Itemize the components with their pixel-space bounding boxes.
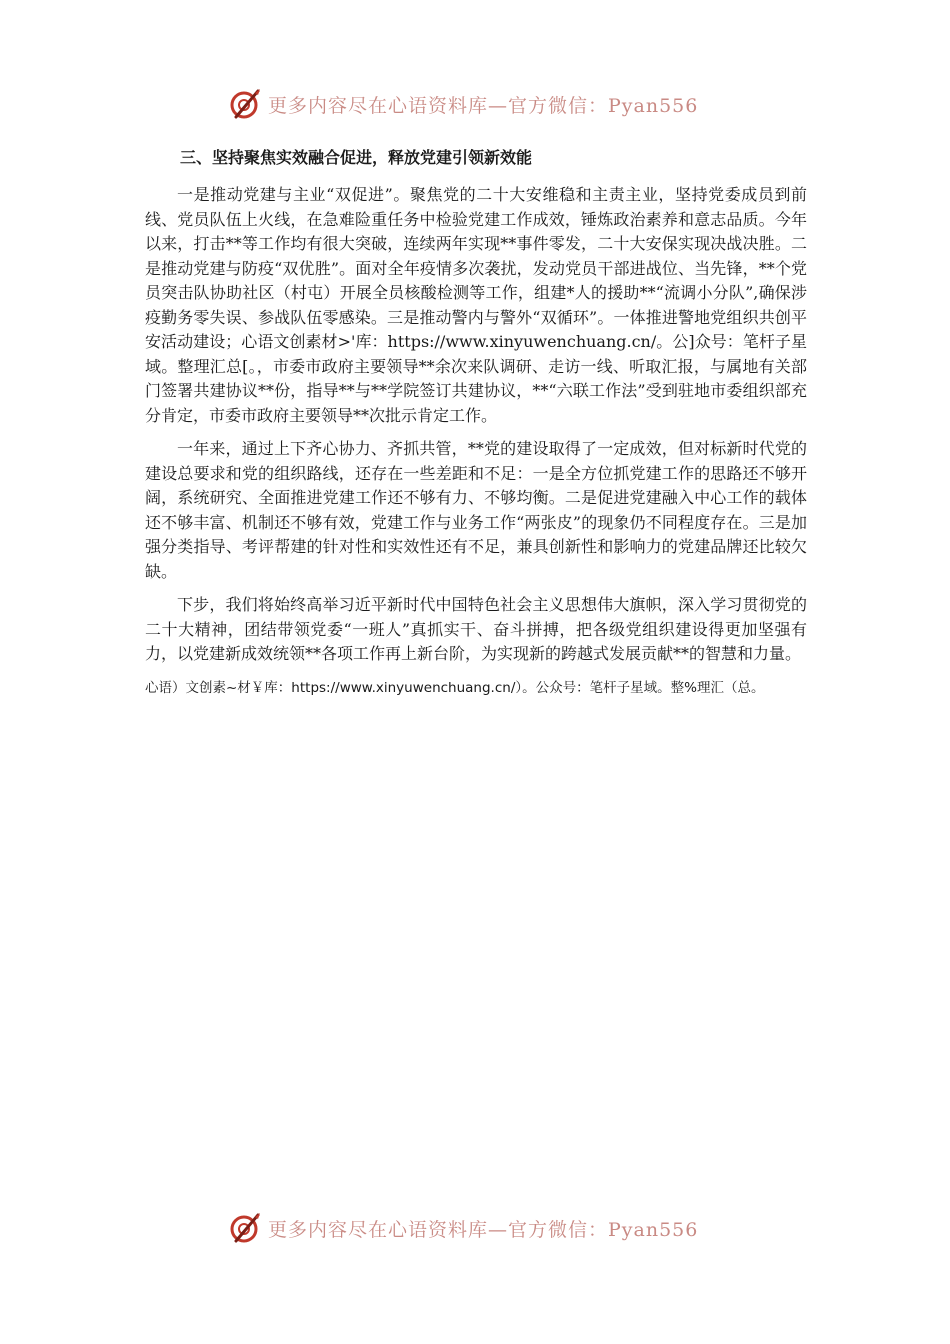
- section-heading: 三、坚持聚焦实效融合促进，释放党建引领新效能: [180, 148, 533, 167]
- banner-text: 更多内容尽在心语资料库—官方微信：Pyan556: [268, 1218, 699, 1241]
- paragraph-3: 下步，我们将始终高举习近平新时代中国特色社会主义思想伟大旗帜，深入学习贯彻党的二十大精神，团结带领党委“一班人”真抓实干、奋斗拼搏，把各级党组织建设得更加坚强有力，以党建新成效统领**各项工作再上新台阶，为实现新的跨越式发展贡献**的智慧和力量。: [145, 595, 807, 663]
- paragraph-2: 一年来，通过上下齐心协力、齐抓共管，**党的建设取得了一定成效，但对标新时代党的建设总要求和党的组织路线，还存在一些差距和不足：一是全方位抓党建工作的思路还不够开阔，系统研究、全面推进党建工作还不够有力、不够均衡。二是促进党建融入中心工作的载体还不够丰富、机制还不够有效，党建工作与业务工作“两张皮”的现象仍不同程度存在。三是加强分类指导、考评帮建的针对性和实效性还有不足，兼具创新性和影响力的党建品牌还比较欠缺。: [145, 439, 807, 581]
- footer-banner: [228, 1210, 728, 1246]
- brush-logo-icon: [228, 87, 262, 121]
- header-banner: [228, 86, 728, 122]
- source-footnote: 心语）文创素~材￥库：https://www.xinyuwenchuang.cn/）。公众号：笔杆子星域。整%理汇（总。: [145, 679, 765, 696]
- paragraph-1: 一是推动党建与主业“双促进”。聚焦党的二十大安维稳和主责主业，坚持党委成员到前线、党员队伍上火线，在急难险重任务中检验党建工作成效，锤炼政治素养和意志品质。今年以来，打击**等工作均有很大突破，连续两年实现**事件零发，二十大安保实现决战决胜。二是推动党建与防疫“双优胜”。面对全年疫情多次袭扰，发动党员干部进战位、当先锋，**个党员突击队协助社区（村屯）开展全员核酸检测等工作，组建*人的援助**“流调小分队”,确保涉疫勤务零失误、参战队伍零感染。三是推动警内与警外“双循环”。一体推进警地党组织共创平安活动建设；心语文创素材>'库：https://www.xinyuwenchuang.cn/。公]众号：笔杆子星域。整理汇总[。，市委市政府主要领导**余次来队调研、走访一线、听取汇报，与属地有关部门签署共建协议**份，指导**与**学院签订共建协议，**“六联工作法”受到驻地市委组织部充分肯定，市委市政府主要领导**次批示肯定工作。: [145, 185, 807, 425]
- brush-logo-icon: [228, 1211, 262, 1245]
- banner-text: 更多内容尽在心语资料库—官方微信：Pyan556: [268, 94, 699, 117]
- document-body: [145, 145, 807, 701]
